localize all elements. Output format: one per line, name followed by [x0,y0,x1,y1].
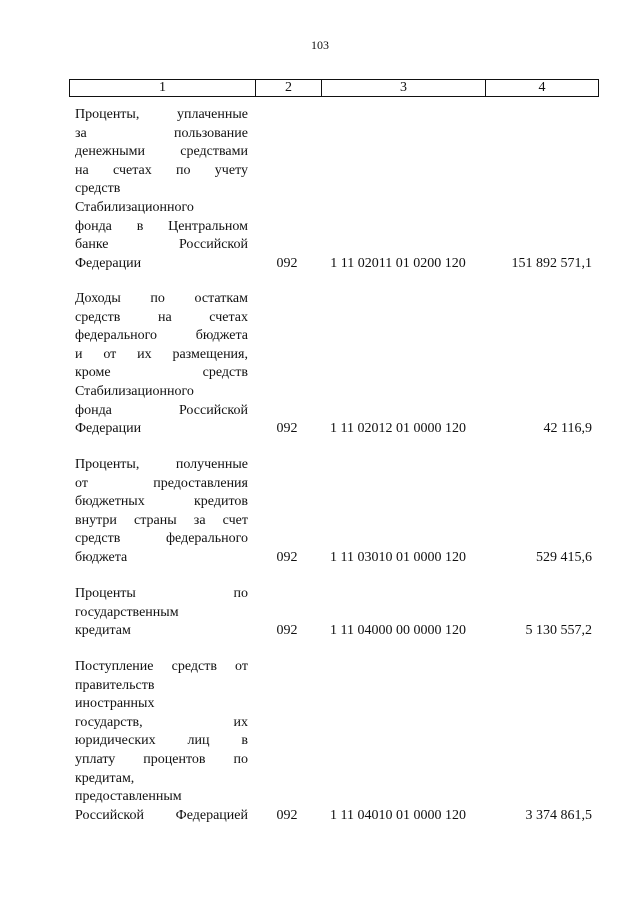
description-line: государств, их [75,714,248,730]
description-line: банке Российской [75,237,248,253]
description-line: денежными средствами [75,144,248,160]
amount: 529 415,6 [536,550,592,565]
description-line: кроме средств [75,365,248,381]
description-line: фонда Российской [75,402,248,418]
description-line: кредитам [75,623,131,639]
row-description [75,290,248,439]
description-line: Федерации [75,421,142,437]
column-header-4: 4 [538,80,546,95]
description-line: на счетах по учету [75,162,248,178]
description-line: за пользование [75,125,248,141]
description-line: предоставленным [75,789,182,805]
amount: 42 116,9 [543,421,592,437]
admin-code: 092 [276,807,298,823]
description-line: внутри страны за счет [75,512,248,528]
description-line: и от их размещения, [75,346,248,362]
budget-code: 1 11 04010 01 0000 120 [330,807,466,823]
description-line: Проценты, полученные [75,457,248,472]
amount: 5 130 557,2 [525,623,592,639]
description-line: правительств [75,677,155,693]
row-description [75,456,248,568]
description-line: Проценты по [75,586,248,601]
admin-code: 092 [276,623,298,639]
description-line: средств на счетах [75,309,248,325]
description-line: бюджета [75,549,128,565]
description-line: Проценты, уплаченные [75,107,248,122]
description-line: кредитам, [75,770,135,786]
column-header-2: 2 [256,80,322,96]
budget-code: 1 11 04000 00 0000 120 [330,623,466,639]
description-line: средств [75,181,121,197]
description-line: Федерации [75,255,142,271]
description-line: фонда в Центральном [75,218,248,234]
row-description [75,106,248,273]
description-line: Доходы по остаткам [75,291,248,306]
page-number: 103 [311,38,329,52]
row-description [75,658,248,825]
description-line: Поступление средств от [75,659,248,674]
budget-code: 1 11 03010 01 0000 120 [330,550,466,565]
description-line: государственным [75,604,179,620]
description-line: от предоставления [75,475,248,491]
budget-code: 1 11 02011 01 0200 120 [330,255,466,271]
description-line: Российской Федерацией [75,807,248,823]
amount: 3 374 861,5 [525,807,592,823]
column-header-3: 3 [322,80,486,96]
description-line: Стабилизационного [75,383,194,399]
description-line: иностранных [75,696,155,712]
description-line: средств федерального [75,531,248,547]
admin-code: 092 [276,421,298,437]
description-line: уплату процентов по [75,751,248,767]
description-line: федерального бюджета [75,328,248,344]
column-header-1: 1 [70,80,256,96]
budget-code: 1 11 02012 01 0000 120 [330,421,466,437]
table-header-row [69,79,599,97]
amount: 151 892 571,1 [511,255,592,271]
description-line: бюджетных кредитов [75,494,248,510]
admin-code: 092 [276,255,298,271]
description-line: Стабилизационного [75,199,194,215]
row-description [75,585,248,641]
description-line: юридических лиц в [75,733,248,749]
admin-code: 092 [276,550,298,565]
